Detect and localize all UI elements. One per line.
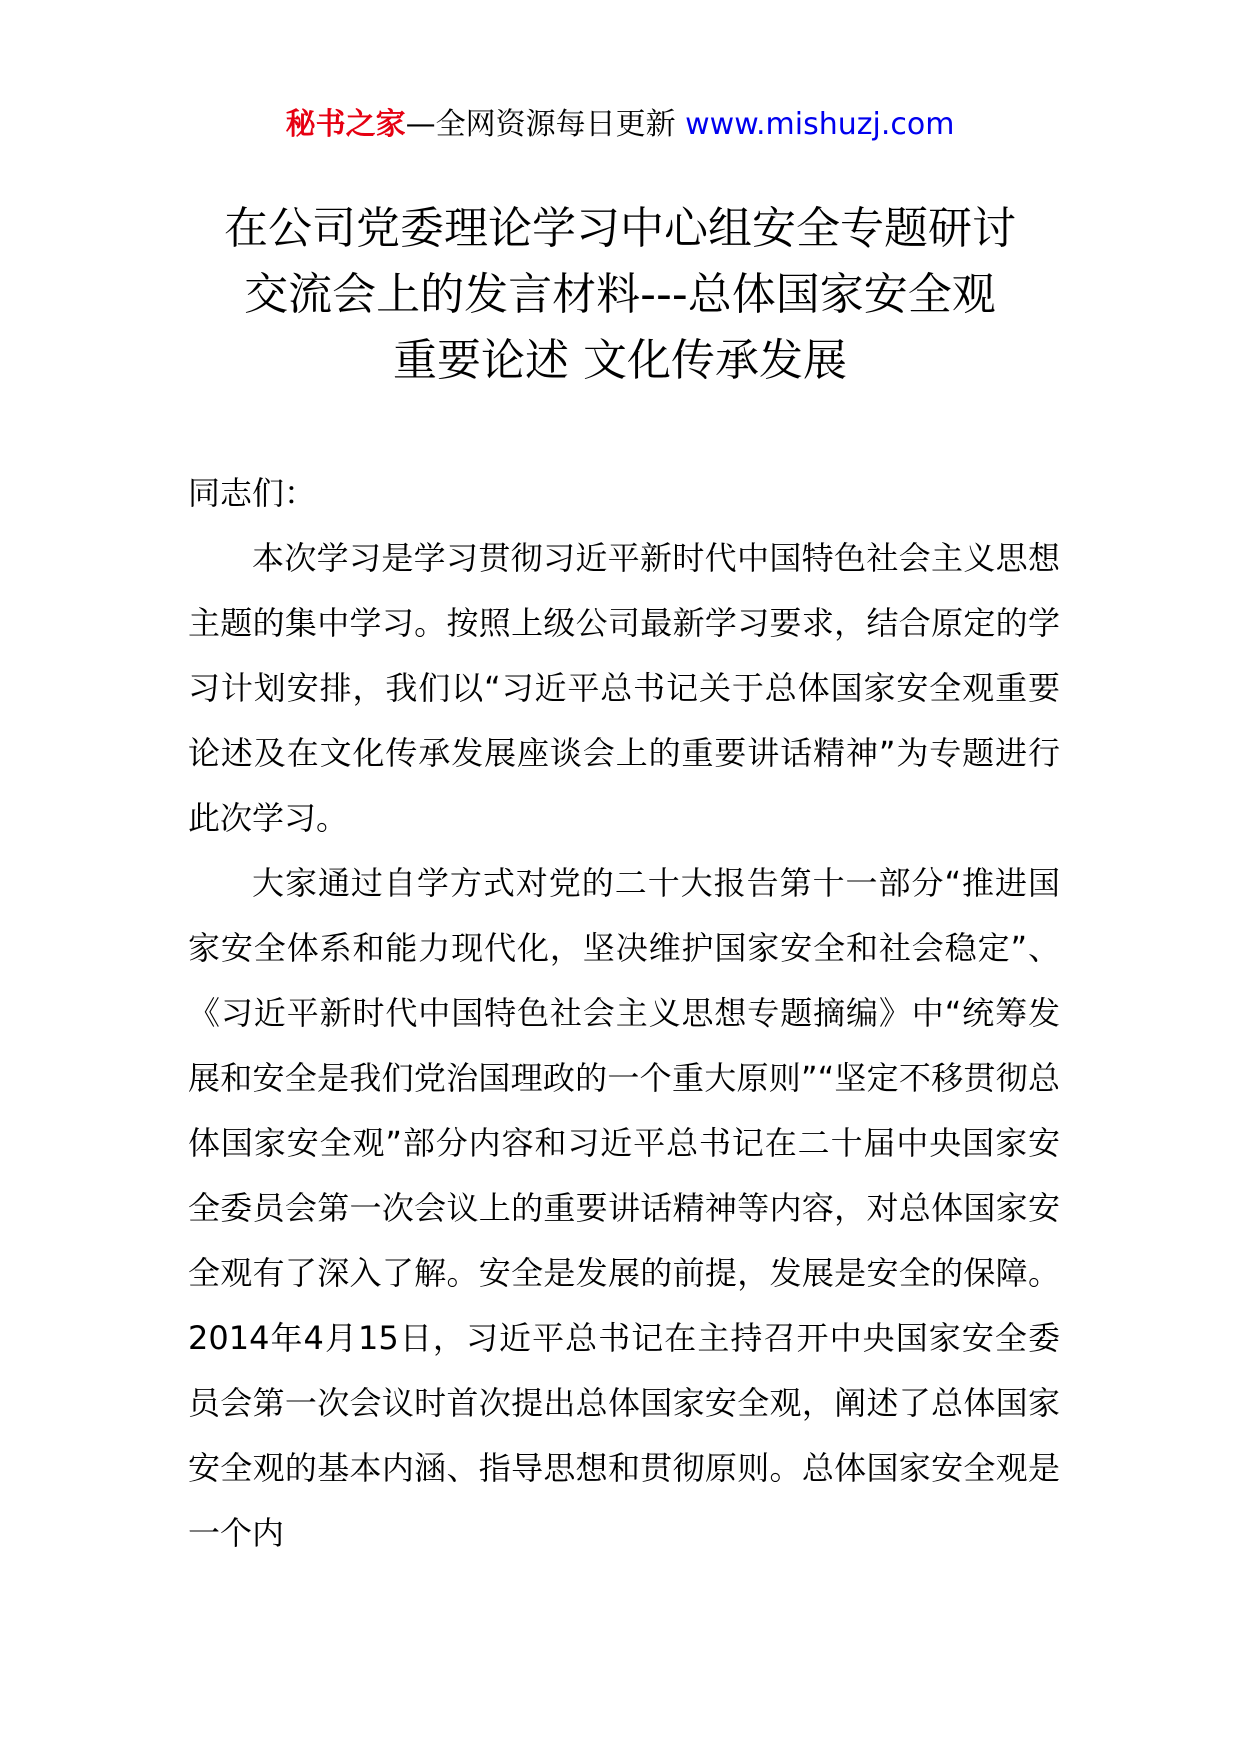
site-name: 秘书之家 [285,107,406,142]
title-line-1: 在公司党委理论学习中心组安全专题研讨 [224,203,1016,254]
site-url-link[interactable]: www.mishuzj.com [685,107,955,142]
document-body [188,461,1060,1566]
paragraph-1: 本次学习是学习贯彻习近平新时代中国特色社会主义思想主题的集中学习。按照上级公司最新学习要求，结合原定的学习计划安排，我们以“习近平总书记关于总体国家安全观重要论述及在文化传承发展座谈会上的重要讲话精神”为专题进行此次学习。 [188,539,1060,837]
title-line-2: 交流会上的发言材料---总体国家安全观 [244,269,996,320]
title-line-3: 重要论述 文化传承发展 [393,335,847,386]
document-title [170,196,1070,394]
paragraph-2: 大家通过自学方式对党的二十大报告第十一部分“推进国家安全体系和能力现代化，坚决维护国家安全和社会稳定”、《习近平新时代中国特色社会主义思想专题摘编》中“统筹发展和安全是我们党治国理政的一个重大原则”“坚定不移贯彻总体国家安全观”部分内容和习近平总书记在二十届中央国家安全委员会第一次会议上的重要讲话精神等内容，对总体国家安全观有了深入了解。安全是发展的前提，发展是安全的保障。2014年4月15日，习近平总书记在主持召开中央国家安全委员会第一次会议时首次提出总体国家安全观，阐述了总体国家安全观的基本内涵、指导思想和贯彻原则。总体国家安全观是一个内 [188,864,1060,1552]
site-tagline: —全网资源每日更新 [405,107,686,142]
salutation: 同志们： [188,474,317,512]
site-header [0,98,1240,152]
